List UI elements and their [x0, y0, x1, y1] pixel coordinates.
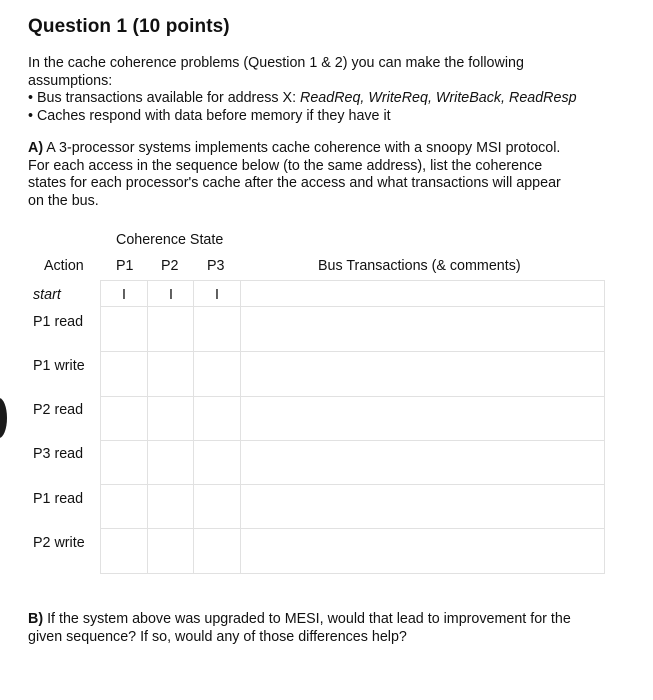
grid-vline	[604, 280, 605, 574]
grid-vline	[193, 280, 194, 574]
intro-line-2: assumptions:	[28, 72, 113, 89]
grid-hline	[100, 573, 605, 574]
bullet-bus-transactions	[28, 90, 628, 108]
grid-hline	[100, 440, 605, 441]
part-a-line-3: states for each processor's cache after the access and what transactions will appear	[28, 175, 561, 192]
question-title: Question 1 (10 points)	[28, 16, 230, 37]
row-action-start: start	[33, 287, 61, 303]
grid-hline	[100, 528, 605, 529]
grid-hline	[100, 351, 605, 352]
grid-hline	[100, 306, 605, 307]
grid-vline	[240, 280, 241, 574]
bullet-bus-prefix: • Bus transactions available for address X:	[28, 90, 301, 107]
grid-hline	[100, 396, 605, 397]
part-b-line-1-text: If the system above was upgraded to MESI, would that lead to improvement for the	[43, 611, 571, 627]
header-p2: P2	[161, 258, 179, 274]
bullet-cache-respond: • Caches respond with data before memory if they have it	[28, 107, 391, 124]
start-state-p3: I	[215, 287, 219, 303]
intro-paragraph	[28, 55, 628, 125]
page-edge-shape	[0, 398, 7, 438]
part-b-line-2: given sequence? If so, would any of those differences help?	[28, 628, 407, 645]
bullet-bus-items: ReadReq, WriteReq, WriteBack, ReadResp	[300, 90, 577, 107]
grid-vline	[100, 280, 101, 574]
part-a-label: A)	[28, 140, 44, 156]
start-state-p2: I	[169, 287, 173, 303]
part-b-paragraph	[28, 611, 628, 646]
part-b-line-1	[28, 611, 628, 629]
row-action-p2-write: P2 write	[33, 535, 85, 551]
row-action-p2-read: P2 read	[33, 402, 84, 418]
header-action: Action	[44, 258, 84, 274]
grid-vline	[147, 280, 148, 574]
grid-hline	[100, 484, 605, 485]
part-a-line-1	[28, 140, 628, 158]
row-action-p1-read: P1 read	[33, 314, 84, 330]
row-action-p3-read: P3 read	[33, 446, 84, 462]
start-state-p1: I	[122, 287, 126, 303]
header-p3: P3	[207, 258, 225, 274]
part-a-line-2: For each access in the sequence below (to the same address), list the coherence	[28, 157, 543, 174]
part-a-line-4: on the bus.	[28, 192, 99, 209]
header-p1: P1	[116, 258, 134, 274]
row-action-p1-write: P1 write	[33, 358, 85, 374]
coherence-state-title: Coherence State	[116, 232, 224, 248]
part-a-line-1-text: A 3-processor systems implements cache coherence with a snoopy MSI protocol.	[43, 140, 561, 156]
part-a-paragraph	[28, 140, 628, 210]
grid-hline	[100, 280, 605, 281]
row-action-p1-read-2: P1 read	[33, 491, 84, 507]
intro-line-1: In the cache coherence problems (Question 1 & 2) you can make the following	[28, 55, 524, 71]
part-b-label: B)	[28, 611, 44, 627]
header-bus-transactions: Bus Transactions (& comments)	[318, 258, 521, 274]
